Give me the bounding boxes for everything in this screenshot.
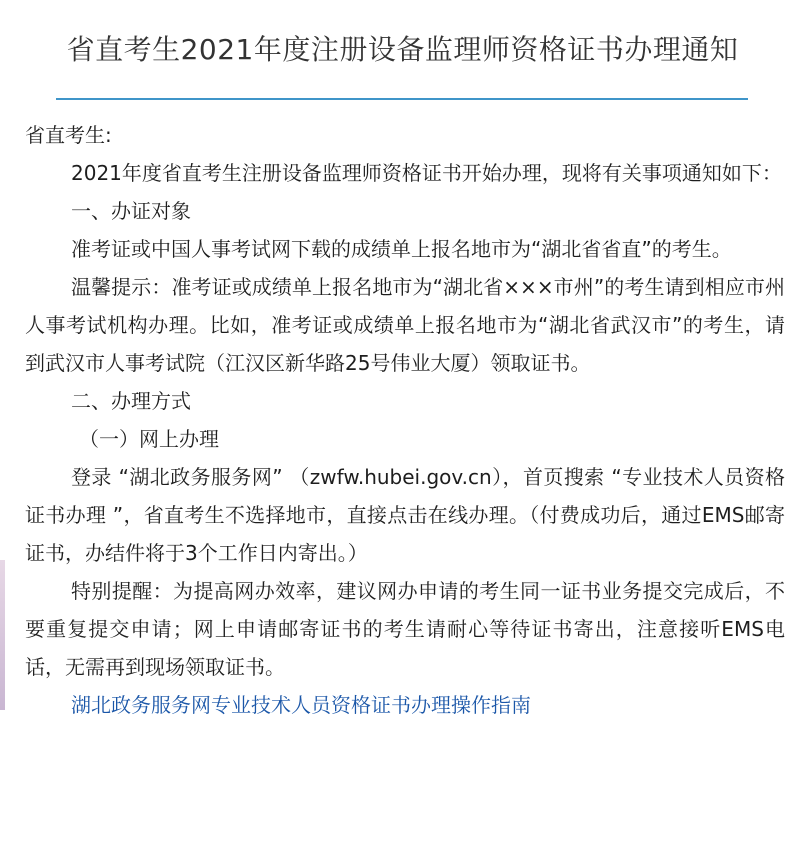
title-divider (56, 98, 748, 100)
left-edge-decoration (0, 560, 5, 710)
page-title: 省直考生2021年度注册设备监理师资格证书办理通知 (66, 33, 739, 66)
salutation: 省直考生: (25, 123, 112, 147)
section2-heading: 二、办理方式 (71, 389, 191, 413)
section2-body: 登录 “湖北政务服务网” （zwfw.hubei.gov.cn），首页搜索 “专业技术人员资格证书办理 ”，省直考生不选择地市，直接点击在线办理。（付费成功后，通过EMS邮寄证书，办结件将于3个工作日内寄出。） (25, 465, 785, 565)
section1-body: 准考证或中国人事考试网下载的成绩单上报名地市为“湖北省省直”的考生。 (71, 237, 732, 261)
section2-note: 特别提醒：为提高网办效率，建议网办申请的考生同一证书业务提交完成后，不要重复提交申请；网上申请邮寄证书的考生请耐心等待证书寄出，注意接听EMS电话，无需再到现场领取证书。 (25, 579, 785, 679)
notice-body (25, 116, 785, 724)
intro-paragraph: 2021年度省直考生注册设备监理师资格证书开始办理，现将有关事项通知如下： (71, 161, 782, 185)
section1-tip: 温馨提示：准考证或成绩单上报名地市为“湖北省×××市州”的考生请到相应市州人事考试机构办理。比如，准考证或成绩单上报名地市为“湖北省武汉市”的考生，请到武汉市人事考试院（江汉区新华路25号伟业大厦）领取证书。 (25, 275, 785, 375)
guide-link[interactable]: 湖北政务服务网专业技术人员资格证书办理操作指南 (71, 693, 531, 717)
section1-heading: 一、办证对象 (71, 199, 191, 223)
section2-subheading: （一）网上办理 (79, 427, 219, 451)
guide-link-paragraph (25, 686, 785, 724)
